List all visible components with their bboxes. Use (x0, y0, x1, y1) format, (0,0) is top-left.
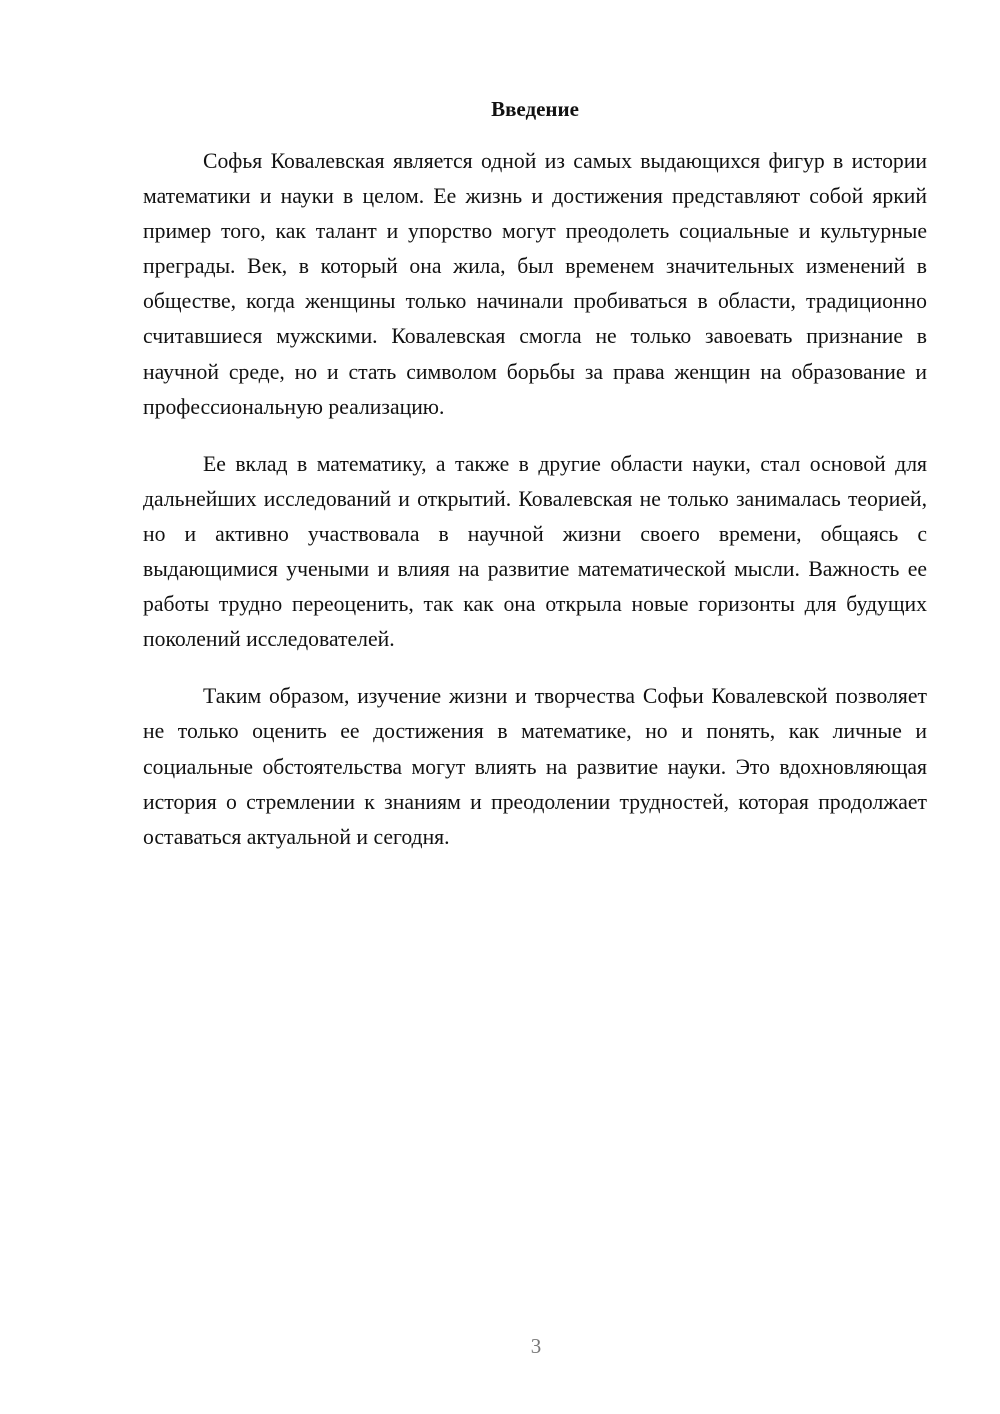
section-heading: Введение (491, 97, 579, 121)
page-number: 3 (530, 1334, 542, 1358)
paragraph-2: Ее вклад в математику, а также в другие области науки, стал основой для дальнейших исследований и открытий. Ковалевская не только занималась теорией, но и активно участвовала в научной жизни своего времени, общаясь с выдающимися учеными и влияя на развитие математической мысли. Важность ее работы трудно переоценить, так как она открыла новые горизонты для будущих поколений исследователей. (143, 451, 927, 652)
paragraph-3: Таким образом, изучение жизни и творчества Софьи Ковалевской позволяет не только оценить ее достижения в математике, но и понять, как личные и социальные обстоятельства могут влиять на развитие науки. Это вдохновляющая история о стремлении к знаниям и преодолении трудностей, которая продолжает оставаться актуальной и сегодня. (143, 684, 927, 849)
paragraph-1: Софья Ковалевская является одной из самых выдающихся фигур в истории математики и науки в целом. Ее жизнь и достижения представляют собой яркий пример того, как талант и упорство могут преодолеть социальные и культурные преграды. Век, в который она жила, был временем значительных изменений в обществе, когда женщины только начинали пробиваться в области, традиционно считавшиеся мужскими. Ковалевская смогла не только завоевать признание в научной среде, но и стать символом борьбы за права женщин на образование и профессиональную реализацию. (143, 149, 927, 419)
document-content (143, 92, 927, 855)
